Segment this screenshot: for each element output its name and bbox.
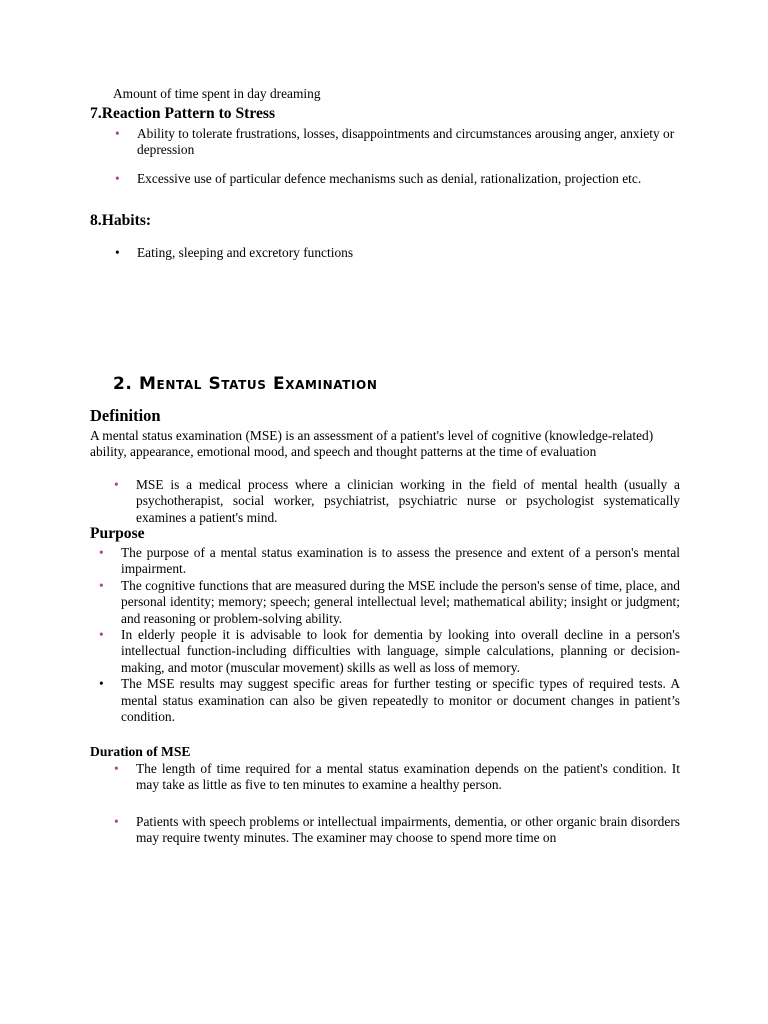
list-item: • MSE is a medical process where a clinician working in the field of mental health (usually a psychotherapist, social worker, psychiatrist, psychiatric nurse or psychologist systematically examines a patient's mind. (114, 477, 680, 525)
definition-heading: Definition (90, 406, 161, 425)
list-item: • The MSE results may suggest specific areas for further testing or specific types of required tests. A mental status examination can also be given repeatedly to monitor or document changes in patient’s condition. (99, 676, 680, 725)
bullet-icon: • (99, 545, 104, 560)
definition-list (114, 477, 680, 526)
bullet-icon: • (99, 577, 104, 593)
list-item: • The length of time required for a mental status examination depends on the patient's condition. It may take as little as five to ten minutes to examine a healthy person. (114, 761, 680, 793)
section-7-list (115, 126, 680, 187)
duration-heading: Duration of MSE (90, 744, 191, 759)
bullet-icon: • (115, 126, 120, 141)
purpose-heading: Purpose (90, 525, 145, 542)
bullet-icon: • (114, 477, 119, 492)
section-title: 2. Mental Status Examination (113, 374, 378, 394)
top-line-text: Amount of time spent in day dreaming (113, 86, 321, 101)
section-8-heading: 8.Habits: (90, 212, 152, 229)
section-7-heading: 7.Reaction Pattern to Stress (90, 105, 276, 122)
duration-list (114, 761, 680, 847)
bullet-icon: • (99, 676, 104, 692)
bullet-icon: • (115, 245, 120, 260)
bullet-icon: • (114, 761, 119, 776)
list-item: • Ability to tolerate frustrations, losses, disappointments and circumstances arousing anger, anxiety or depression (115, 126, 675, 158)
bullet-icon: • (99, 627, 104, 643)
bullet-icon: • (114, 813, 119, 829)
section-8-list (115, 245, 680, 261)
list-item: • The cognitive functions that are measured during the MSE include the person's sense of time, place, and personal identity; memory; speech; general intellectual level; mathematical ability; insight or judgment; and reasoning or problem-solving ability. (99, 577, 680, 626)
bullet-icon: • (115, 170, 120, 186)
list-item: • Eating, sleeping and excretory functions (115, 245, 354, 260)
definition-text: A mental status examination (MSE) is an assessment of a patient's level of cognitive (knowledge-related) ability, appearance, emotional mood, and speech and thought patterns at the time of evaluation (90, 428, 654, 460)
purpose-list (99, 545, 680, 725)
list-item: • The purpose of a mental status examination is to assess the presence and extent of a person's mental impairment. (99, 545, 680, 577)
list-item: • Patients with speech problems or intellectual impairments, dementia, or other organic brain disorders may require twenty minutes. The examiner may choose to spend more time on (114, 813, 680, 846)
list-item: • In elderly people it is advisable to look for dementia by looking into overall decline in a person's intellectual function-including difficulties with language, simple calculations, planning or decision-making, and motor (muscular movement) skills as well as loss of memory. (99, 627, 680, 675)
list-item: • Excessive use of particular defence mechanisms such as denial, rationalization, projection etc. (115, 170, 642, 186)
